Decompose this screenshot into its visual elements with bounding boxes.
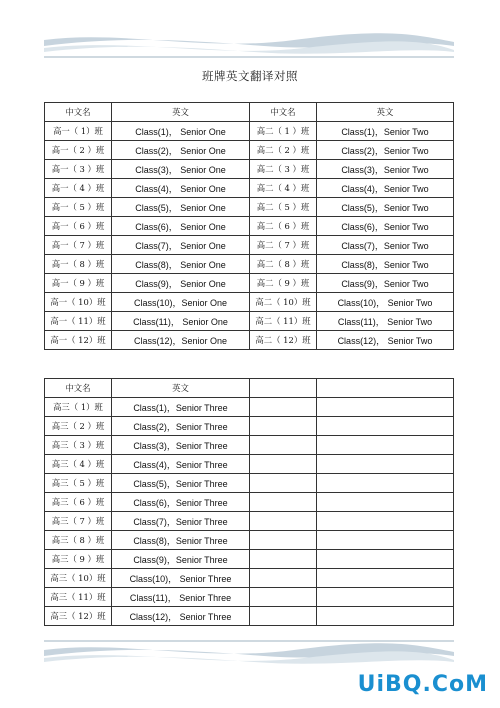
english-class-name-cell: Class(10)，Senior One	[112, 293, 250, 312]
english-class-name-cell: Class(5)，Senior Two	[317, 198, 454, 217]
english-class-name-cell: Class(1)， Senior One	[112, 122, 250, 141]
chinese-class-name-cell: 高一（ 4 ）班	[45, 179, 112, 198]
table-row	[45, 217, 454, 236]
chinese-class-name-cell: 高三（ 2 ）班	[45, 417, 112, 436]
english-class-name-cell	[317, 512, 454, 531]
english-class-name-cell	[317, 474, 454, 493]
english-class-name-cell: Class(6)， Senior One	[112, 217, 250, 236]
english-class-name-cell: Class(9)，Senior Two	[317, 274, 454, 293]
chinese-class-name-cell	[250, 512, 317, 531]
table-row	[45, 569, 454, 588]
chinese-class-name-cell: 高一（ 11）班	[45, 312, 112, 331]
chinese-class-name-cell: 高一（ 3 ）班	[45, 160, 112, 179]
english-class-name-cell: Class(3)，Senior Two	[317, 160, 454, 179]
english-class-name-cell: Class(8)， Senior One	[112, 255, 250, 274]
header-english: 英文	[112, 379, 250, 398]
chinese-class-name-cell	[250, 417, 317, 436]
header-empty	[250, 379, 317, 398]
chinese-class-name-cell	[250, 588, 317, 607]
chinese-class-name-cell: 高三（ 4 ）班	[45, 455, 112, 474]
chinese-class-name-cell	[250, 398, 317, 417]
chinese-class-name-cell	[250, 493, 317, 512]
grade-3-translation-table	[44, 378, 454, 626]
english-class-name-cell: Class(12)， Senior Three	[112, 607, 250, 626]
english-class-name-cell	[317, 398, 454, 417]
table-row	[45, 274, 454, 293]
english-class-name-cell: Class(6)，Senior Three	[112, 493, 250, 512]
english-class-name-cell: Class(11)， Senior Three	[112, 588, 250, 607]
table-row	[45, 141, 454, 160]
table-row	[45, 255, 454, 274]
chinese-class-name-cell: 高三（ 7 ）班	[45, 512, 112, 531]
header-chinese-name: 中文名	[45, 379, 112, 398]
chinese-class-name-cell: 高一（ 12）班	[45, 331, 112, 350]
chinese-class-name-cell: 高二（ 6 ）班	[250, 217, 317, 236]
english-class-name-cell	[317, 436, 454, 455]
chinese-class-name-cell: 高三（ 3 ）班	[45, 436, 112, 455]
english-class-name-cell: Class(12)，Senior One	[112, 331, 250, 350]
english-class-name-cell: Class(3)， Senior One	[112, 160, 250, 179]
table-row	[45, 312, 454, 331]
table-row	[45, 398, 454, 417]
english-class-name-cell: Class(11)， Senior Two	[317, 312, 454, 331]
chinese-class-name-cell: 高一（ 1）班	[45, 122, 112, 141]
english-class-name-cell: Class(10)， Senior Two	[317, 293, 454, 312]
table-row	[45, 550, 454, 569]
table-row	[45, 607, 454, 626]
chinese-class-name-cell: 高一（ 10）班	[45, 293, 112, 312]
header-english: 英文	[317, 103, 454, 122]
chinese-class-name-cell: 高一（ 7 ）班	[45, 236, 112, 255]
chinese-class-name-cell	[250, 474, 317, 493]
chinese-class-name-cell: 高二（ 7 ）班	[250, 236, 317, 255]
chinese-class-name-cell: 高一（ 8 ）班	[45, 255, 112, 274]
chinese-class-name-cell: 高三（ 11）班	[45, 588, 112, 607]
english-class-name-cell: Class(12)， Senior Two	[317, 331, 454, 350]
english-class-name-cell: Class(7)，Senior Two	[317, 236, 454, 255]
chinese-class-name-cell: 高二（ 10）班	[250, 293, 317, 312]
english-class-name-cell	[317, 531, 454, 550]
chinese-class-name-cell: 高三（ 12）班	[45, 607, 112, 626]
chinese-class-name-cell: 高一（ 5 ）班	[45, 198, 112, 217]
english-class-name-cell: Class(8)，Senior Three	[112, 531, 250, 550]
footer-decorative-band	[44, 640, 454, 668]
chinese-class-name-cell: 高二（ 11）班	[250, 312, 317, 331]
chinese-class-name-cell: 高三（ 10）班	[45, 569, 112, 588]
english-class-name-cell: Class(2)， Senior One	[112, 141, 250, 160]
chinese-class-name-cell: 高二（ 4 ）班	[250, 179, 317, 198]
chinese-class-name-cell: 高三（ 9 ）班	[45, 550, 112, 569]
table-row	[45, 160, 454, 179]
english-class-name-cell	[317, 493, 454, 512]
english-class-name-cell	[317, 569, 454, 588]
english-class-name-cell	[317, 588, 454, 607]
english-class-name-cell	[317, 607, 454, 626]
chinese-class-name-cell	[250, 455, 317, 474]
header-english: 英文	[112, 103, 250, 122]
chinese-class-name-cell: 高二（ 2 ）班	[250, 141, 317, 160]
header-chinese-name: 中文名	[45, 103, 112, 122]
english-class-name-cell: Class(8)，Senior Two	[317, 255, 454, 274]
chinese-class-name-cell: 高一（ 2 ）班	[45, 141, 112, 160]
chinese-class-name-cell	[250, 607, 317, 626]
chinese-class-name-cell: 高二（ 3 ）班	[250, 160, 317, 179]
english-class-name-cell: Class(2)，Senior Two	[317, 141, 454, 160]
english-class-name-cell: Class(1)，Senior Three	[112, 398, 250, 417]
chinese-class-name-cell: 高一（ 9 ）班	[45, 274, 112, 293]
chinese-class-name-cell: 高三（ 6 ）班	[45, 493, 112, 512]
table-row	[45, 236, 454, 255]
grade-1-2-translation-table	[44, 102, 454, 350]
english-class-name-cell: Class(4)，Senior Two	[317, 179, 454, 198]
header-empty	[317, 379, 454, 398]
english-class-name-cell	[317, 455, 454, 474]
english-class-name-cell: Class(5)， Senior One	[112, 198, 250, 217]
chinese-class-name-cell: 高三（ 5 ）班	[45, 474, 112, 493]
english-class-name-cell: Class(3)，Senior Three	[112, 436, 250, 455]
table-row	[45, 179, 454, 198]
table-header-row	[45, 103, 454, 122]
header-decorative-band	[44, 30, 454, 58]
chinese-class-name-cell	[250, 436, 317, 455]
table-row	[45, 474, 454, 493]
table-row	[45, 198, 454, 217]
page-title: 班牌英文翻译对照	[202, 69, 298, 83]
english-class-name-cell: Class(4)，Senior Three	[112, 455, 250, 474]
chinese-class-name-cell	[250, 531, 317, 550]
table-row	[45, 293, 454, 312]
english-class-name-cell: Class(6)，Senior Two	[317, 217, 454, 236]
english-class-name-cell: Class(11)， Senior One	[112, 312, 250, 331]
chinese-class-name-cell: 高二（ 5 ）班	[250, 198, 317, 217]
chinese-class-name-cell: 高二（ 9 ）班	[250, 274, 317, 293]
english-class-name-cell	[317, 550, 454, 569]
table-row	[45, 455, 454, 474]
english-class-name-cell: Class(5)，Senior Three	[112, 474, 250, 493]
chinese-class-name-cell	[250, 550, 317, 569]
english-class-name-cell	[317, 417, 454, 436]
english-class-name-cell: Class(10)， Senior Three	[112, 569, 250, 588]
chinese-class-name-cell: 高二（ 12）班	[250, 331, 317, 350]
chinese-class-name-cell: 高三（ 1）班	[45, 398, 112, 417]
table-row	[45, 331, 454, 350]
english-class-name-cell: Class(4)， Senior One	[112, 179, 250, 198]
chinese-class-name-cell: 高一（ 6 ）班	[45, 217, 112, 236]
header-chinese-name: 中文名	[250, 103, 317, 122]
table-row	[45, 512, 454, 531]
english-class-name-cell: Class(9)，Senior Three	[112, 550, 250, 569]
table-row	[45, 531, 454, 550]
english-class-name-cell: Class(1)，Senior Two	[317, 122, 454, 141]
table-row	[45, 417, 454, 436]
english-class-name-cell: Class(7)， Senior One	[112, 236, 250, 255]
chinese-class-name-cell: 高二（ 8 ）班	[250, 255, 317, 274]
chinese-class-name-cell: 高三（ 8 ）班	[45, 531, 112, 550]
english-class-name-cell: Class(9)， Senior One	[112, 274, 250, 293]
site-watermark: UiBQ.CoM	[357, 672, 488, 697]
table-header-row	[45, 379, 454, 398]
chinese-class-name-cell	[250, 569, 317, 588]
english-class-name-cell: Class(7)，Senior Three	[112, 512, 250, 531]
english-class-name-cell: Class(2)，Senior Three	[112, 417, 250, 436]
table-row	[45, 436, 454, 455]
chinese-class-name-cell: 高二（ 1 ）班	[250, 122, 317, 141]
table-row	[45, 493, 454, 512]
table-row	[45, 122, 454, 141]
table-row	[45, 588, 454, 607]
